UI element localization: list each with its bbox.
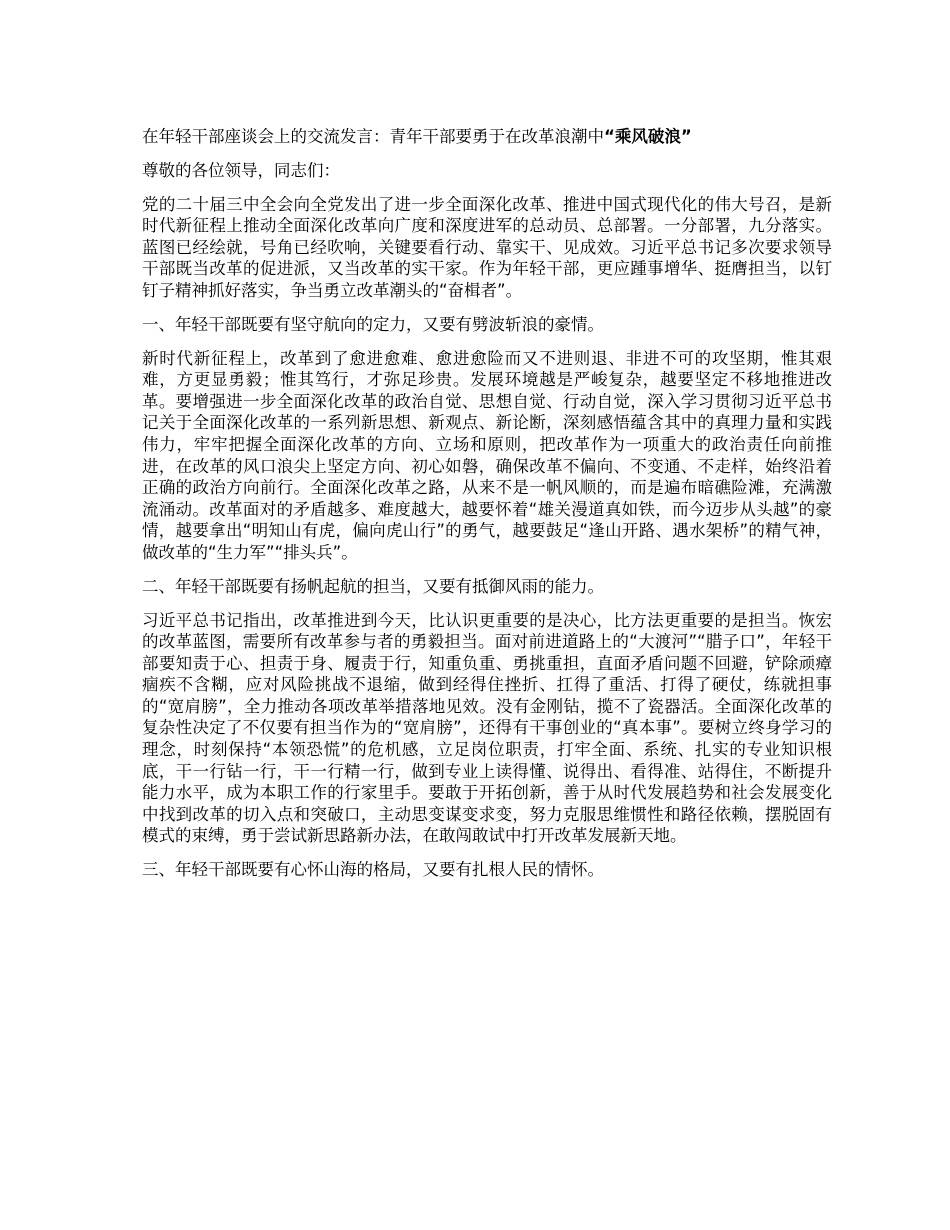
title-quote: “乘风破浪” [604,127,692,146]
document-title [142,126,832,148]
intro-paragraph: 党的二十届三中全会向全党发出了进一步全面深化改革、推进中国式现代化的伟大号召，是新时代新征程上推动全面深化改革向广度和深度进军的总动员、总部署。一分部署，九分落实。蓝图已经绘就，号角已经吹响，关键要看行动、靠实干、见成效。习近平总书记多次要求领导干部既当改革的促进派，又当改革的实干家。作为年轻干部，更应踵事增华、挺膺担当，以钉钉子精神抓好落实，争当勇立改革潮头的“奋楫者”。 [142,194,832,300]
section-heading-3: 三、年轻干部既要有心怀山海的格局，又要有扎根人民的情怀。 [142,860,604,880]
document-page [142,126,832,893]
section-heading-1: 一、年轻干部既要有坚守航向的定力，又要有劈波斩浪的豪情。 [142,314,604,334]
title-main: 在年轻干部座谈会上的交流发言：青年干部要勇于在改革浪潮中 [142,127,604,146]
salutation: 尊敬的各位领导，同志们： [142,161,340,180]
section-body-2: 习近平总书记指出，改革推进到今天，比认识更重要的是决心，比方法更重要的是担当。恢宏的改革蓝图，需要所有改革参与者的勇毅担当。面对前进道路上的“大渡河”“腊子口”，年轻干部要知责于心、担责于身、履责于行，知重负重、勇挑重担，直面矛盾问题不回避，铲除顽瘴痼疾不含糊，应对风险挑战不退缩，做到经得住挫折、扛得了重活、打得了硬仗，练就担事的“宽肩膀”，全力推动各项改革举措落地见效。没有金刚钻，揽不了瓷器活。全面深化改革的复杂性决定了不仅要有担当作为的“宽肩膀”，还得有干事创业的“真本事”。要树立终身学习的理念，时刻保持“本领恐慌”的危机感，立足岗位职责，打牢全面、系统、扎实的专业知识根底，干一行钻一行，干一行精一行，做到专业上读得懂、说得出、看得准、站得住，不断提升能力水平，成为本职工作的行家里手。要敢于开拓创新，善于从时代发展趋势和社会发展变化中找到改革的切入点和突破口，主动思变谋变求变，努力克服思维惯性和路径依赖，摆脱固有模式的束缚，勇于尝试新思路新办法，在敢闯敢试中打开改革发展新天地。 [142,610,832,846]
section-body-1: 新时代新征程上，改革到了愈进愈难、愈进愈险而又不进则退、非进不可的攻坚期，惟其艰难，方更显勇毅；惟其笃行，才弥足珍贵。发展环境越是严峻复杂，越要坚定不移地推进改革。要增强进一步全面深化改革的政治自觉、思想自觉、行动自觉，深入学习贯彻习近平总书记关于全面深化改革的一系列新思想、新观点、新论断，深刻感悟蕴含其中的真理力量和实践伟力，牢牢把握全面深化改革的方向、立场和原则，把改革作为一项重大的政治责任向前推进，在改革的风口浪尖上坚定方向、初心如磐，确保改革不偏向、不变通、不走样，始终沿着正确的政治方向前行。全面深化改革之路，从来不是一帆风顺的，而是遍布暗礁险滩，充满激流涌动。改革面对的矛盾越多、难度越大，越要怀着“雄关漫道真如铁，而今迈步从头越”的豪情，越要拿出“明知山有虎，偏向虎山行”的勇气，越要鼓足“逢山开路、遇水架桥”的精气神，做改革的“生力军”“排头兵”。 [142,348,832,562]
section-heading-2: 二、年轻干部既要有扬帆起航的担当，又要有抵御风雨的能力。 [142,576,604,596]
